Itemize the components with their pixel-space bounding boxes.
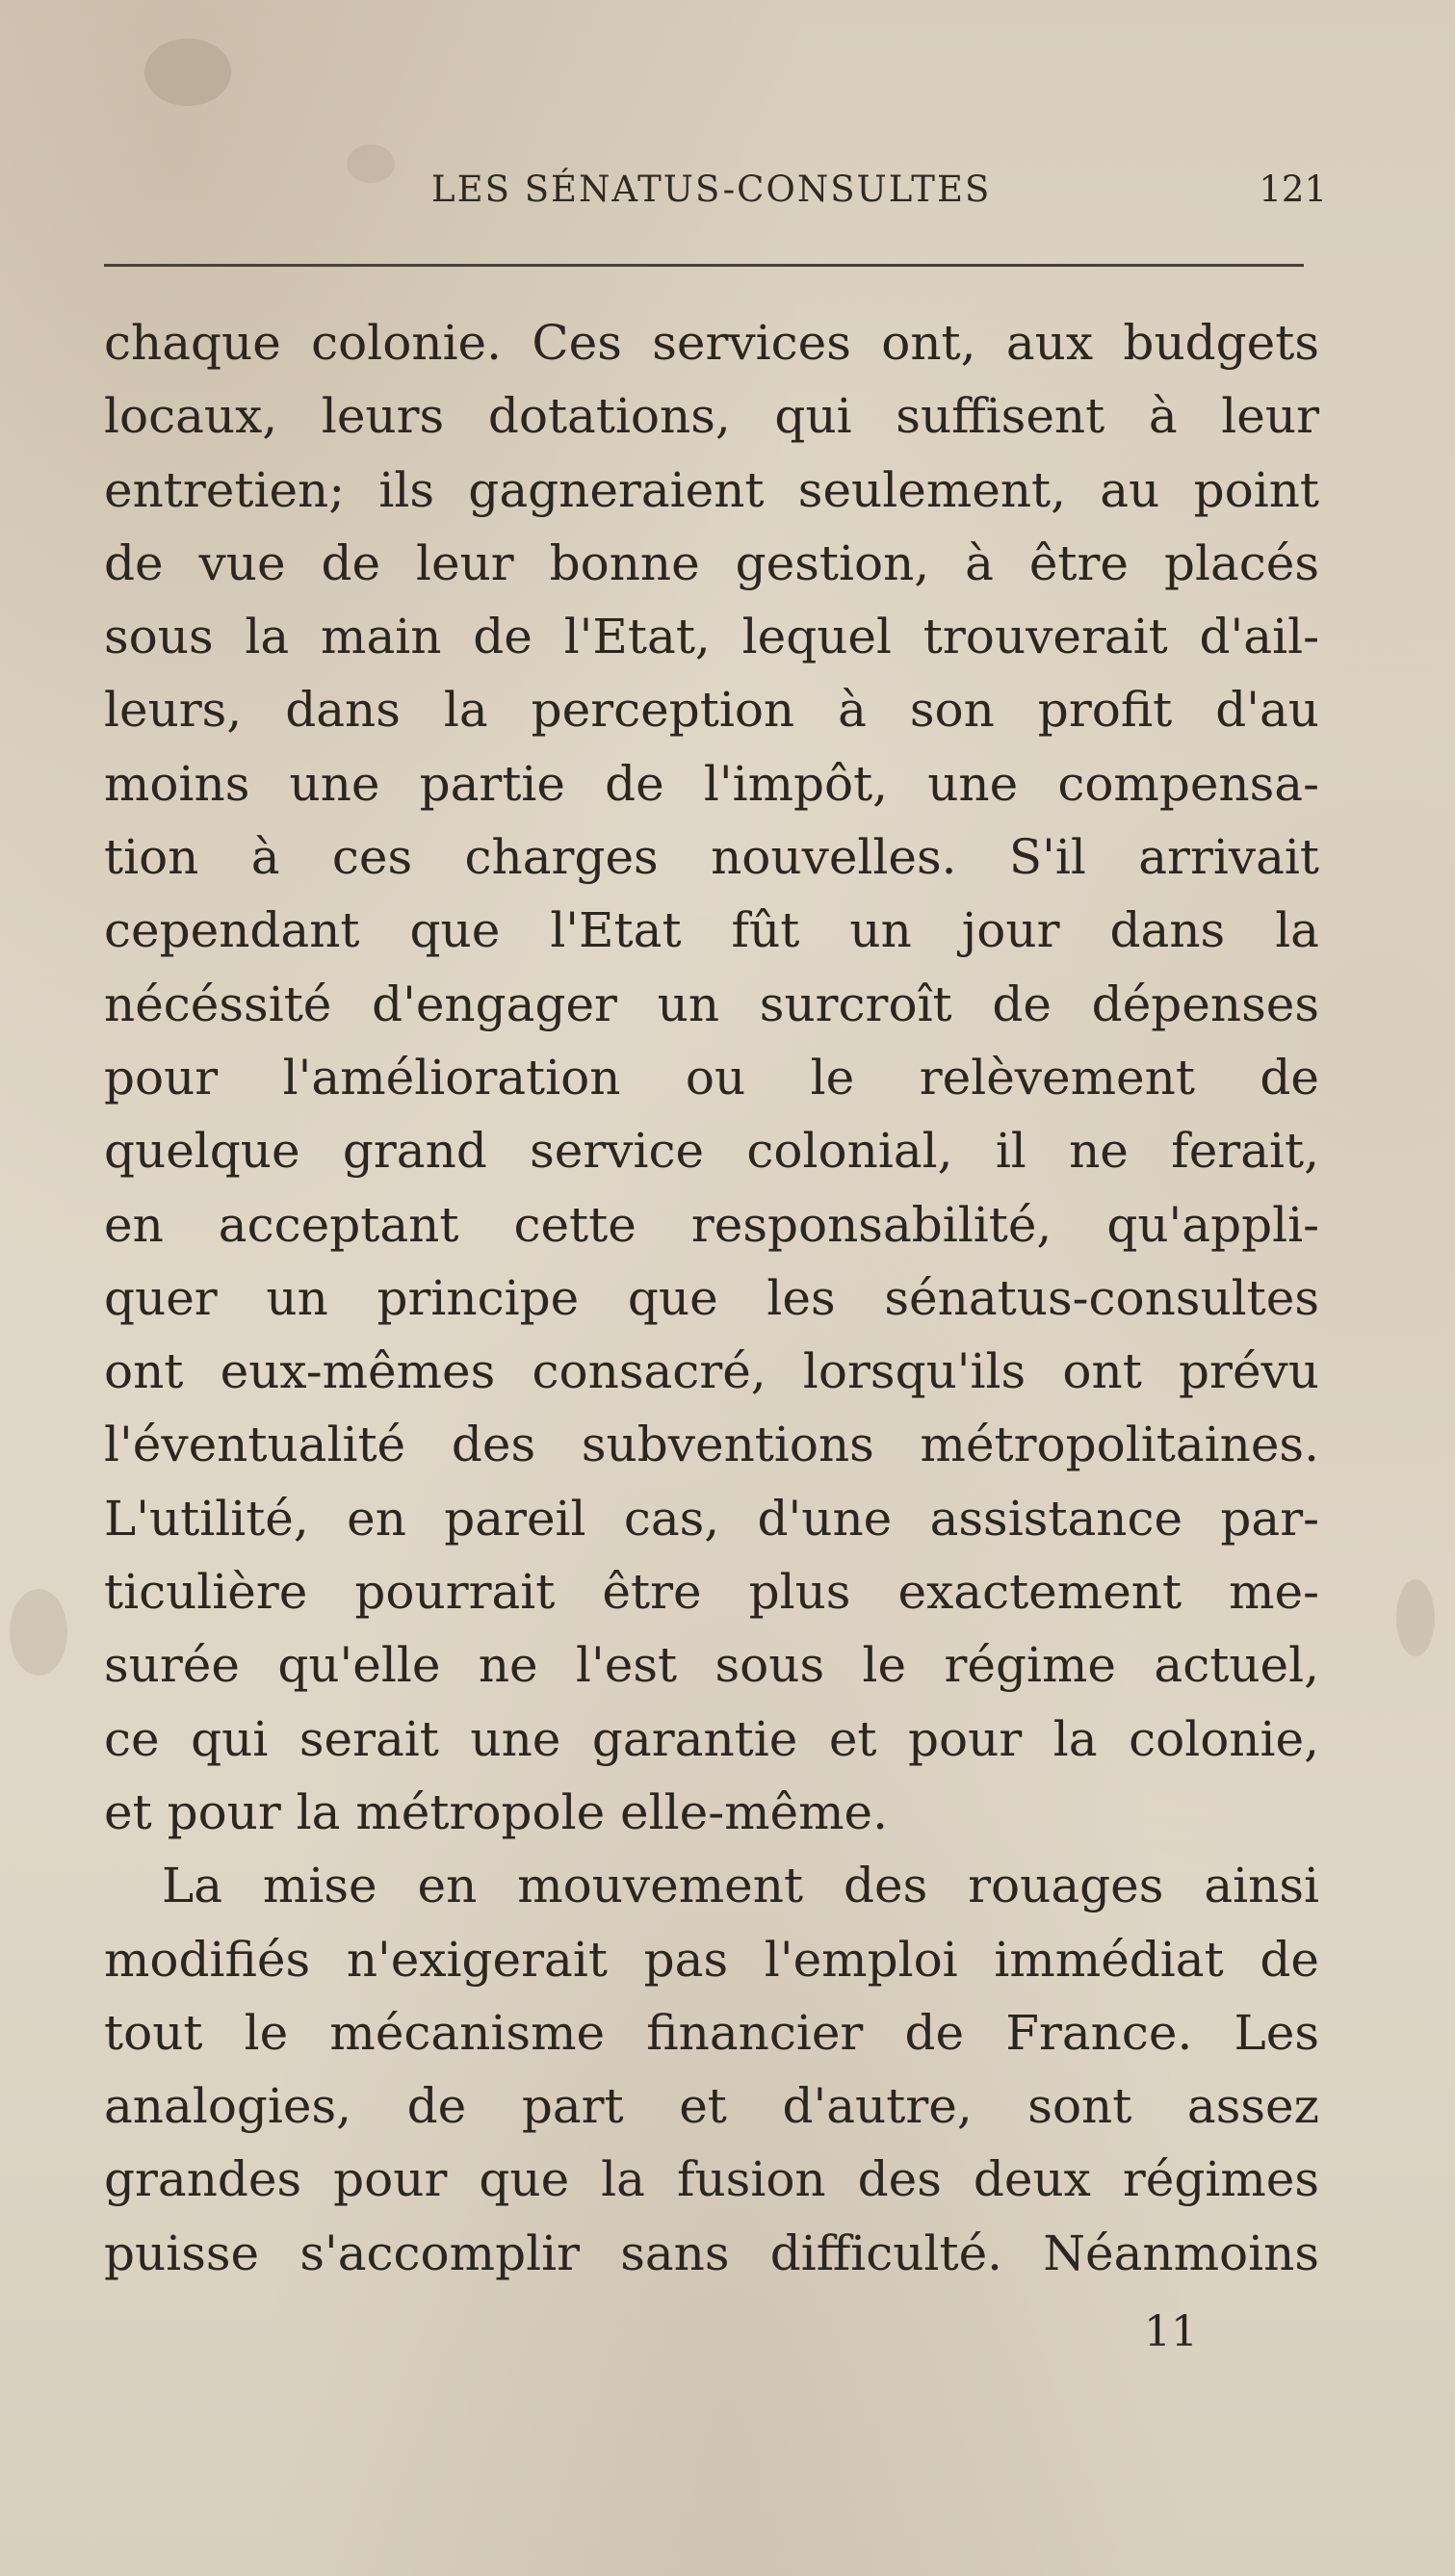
- paper-stain: [10, 1589, 67, 1676]
- text-line: surée qu'elle ne l'est sous le régime actuel,: [104, 1637, 1319, 1694]
- paper-stain: [144, 39, 231, 106]
- text-line: l'éventualité des subventions métropolitaines.: [104, 1417, 1319, 1473]
- text-line: nécéssité d'engager un surcroît de dépenses: [104, 976, 1319, 1032]
- text-line: grandes pour que la fusion des deux régimes: [104, 2151, 1319, 2208]
- text-line: modifiés n'exigerait pas l'emploi immédiat de: [104, 1931, 1319, 1988]
- text-line: leurs, dans la perception à son profit d'au: [104, 682, 1319, 739]
- text-line: locaux, leurs dotations, qui suffisent à leur: [104, 388, 1319, 445]
- text-line: cependant que l'Etat fût un jour dans la: [104, 902, 1319, 959]
- text-line: quer un principe que les sénatus-consultes: [104, 1269, 1319, 1326]
- text-line: moins une partie de l'impôt, une compensa-: [104, 755, 1319, 812]
- page-number: 121: [1259, 169, 1327, 210]
- text-line: chaque colonie. Ces services ont, aux budgets: [104, 315, 1319, 371]
- text-line: entretien; ils gagneraient seulement, au point: [104, 461, 1319, 518]
- text-line: sous la main de l'Etat, lequel trouverait d'ail-: [104, 609, 1319, 665]
- text-line: tion à ces charges nouvelles. S'il arrivait: [104, 829, 1319, 886]
- text-line: puisse s'accomplir sans difficulté. Néanmoins: [104, 2225, 1319, 2281]
- text-line: ce qui serait une garantie et pour la colonie,: [104, 1710, 1319, 1767]
- running-title: LES SÉNATUS-CONSULTES: [431, 169, 992, 210]
- text-line: quelque grand service colonial, il ne ferait,: [104, 1123, 1319, 1180]
- header-rule: [104, 264, 1304, 267]
- text-line: tout le mécanisme financier de France. Les: [104, 2004, 1319, 2061]
- running-head: [104, 169, 1327, 226]
- body-text: [104, 306, 1319, 2290]
- text-line: en acceptant cette responsabilité, qu'appli-: [104, 1196, 1319, 1253]
- text-line: analogies, de part et d'autre, sont assez: [104, 2078, 1319, 2135]
- paper-stain: [1396, 1579, 1435, 1656]
- text-line: et pour la métropole elle-même.: [104, 1783, 889, 1840]
- text-line: pour l'amélioration ou le relèvement de: [104, 1049, 1319, 1106]
- text-line: La mise en mouvement des rouages ainsi: [162, 1858, 1319, 1914]
- signature-mark: 11: [1144, 2307, 1198, 2356]
- text-line: de vue de leur bonne gestion, à être placés: [104, 534, 1319, 591]
- text-line: L'utilité, en pareil cas, d'une assistance par-: [104, 1490, 1319, 1547]
- text-line: ont eux-mêmes consacré, lorsqu'ils ont prévu: [104, 1343, 1319, 1400]
- text-line: ticulière pourrait être plus exactement me-: [104, 1564, 1319, 1621]
